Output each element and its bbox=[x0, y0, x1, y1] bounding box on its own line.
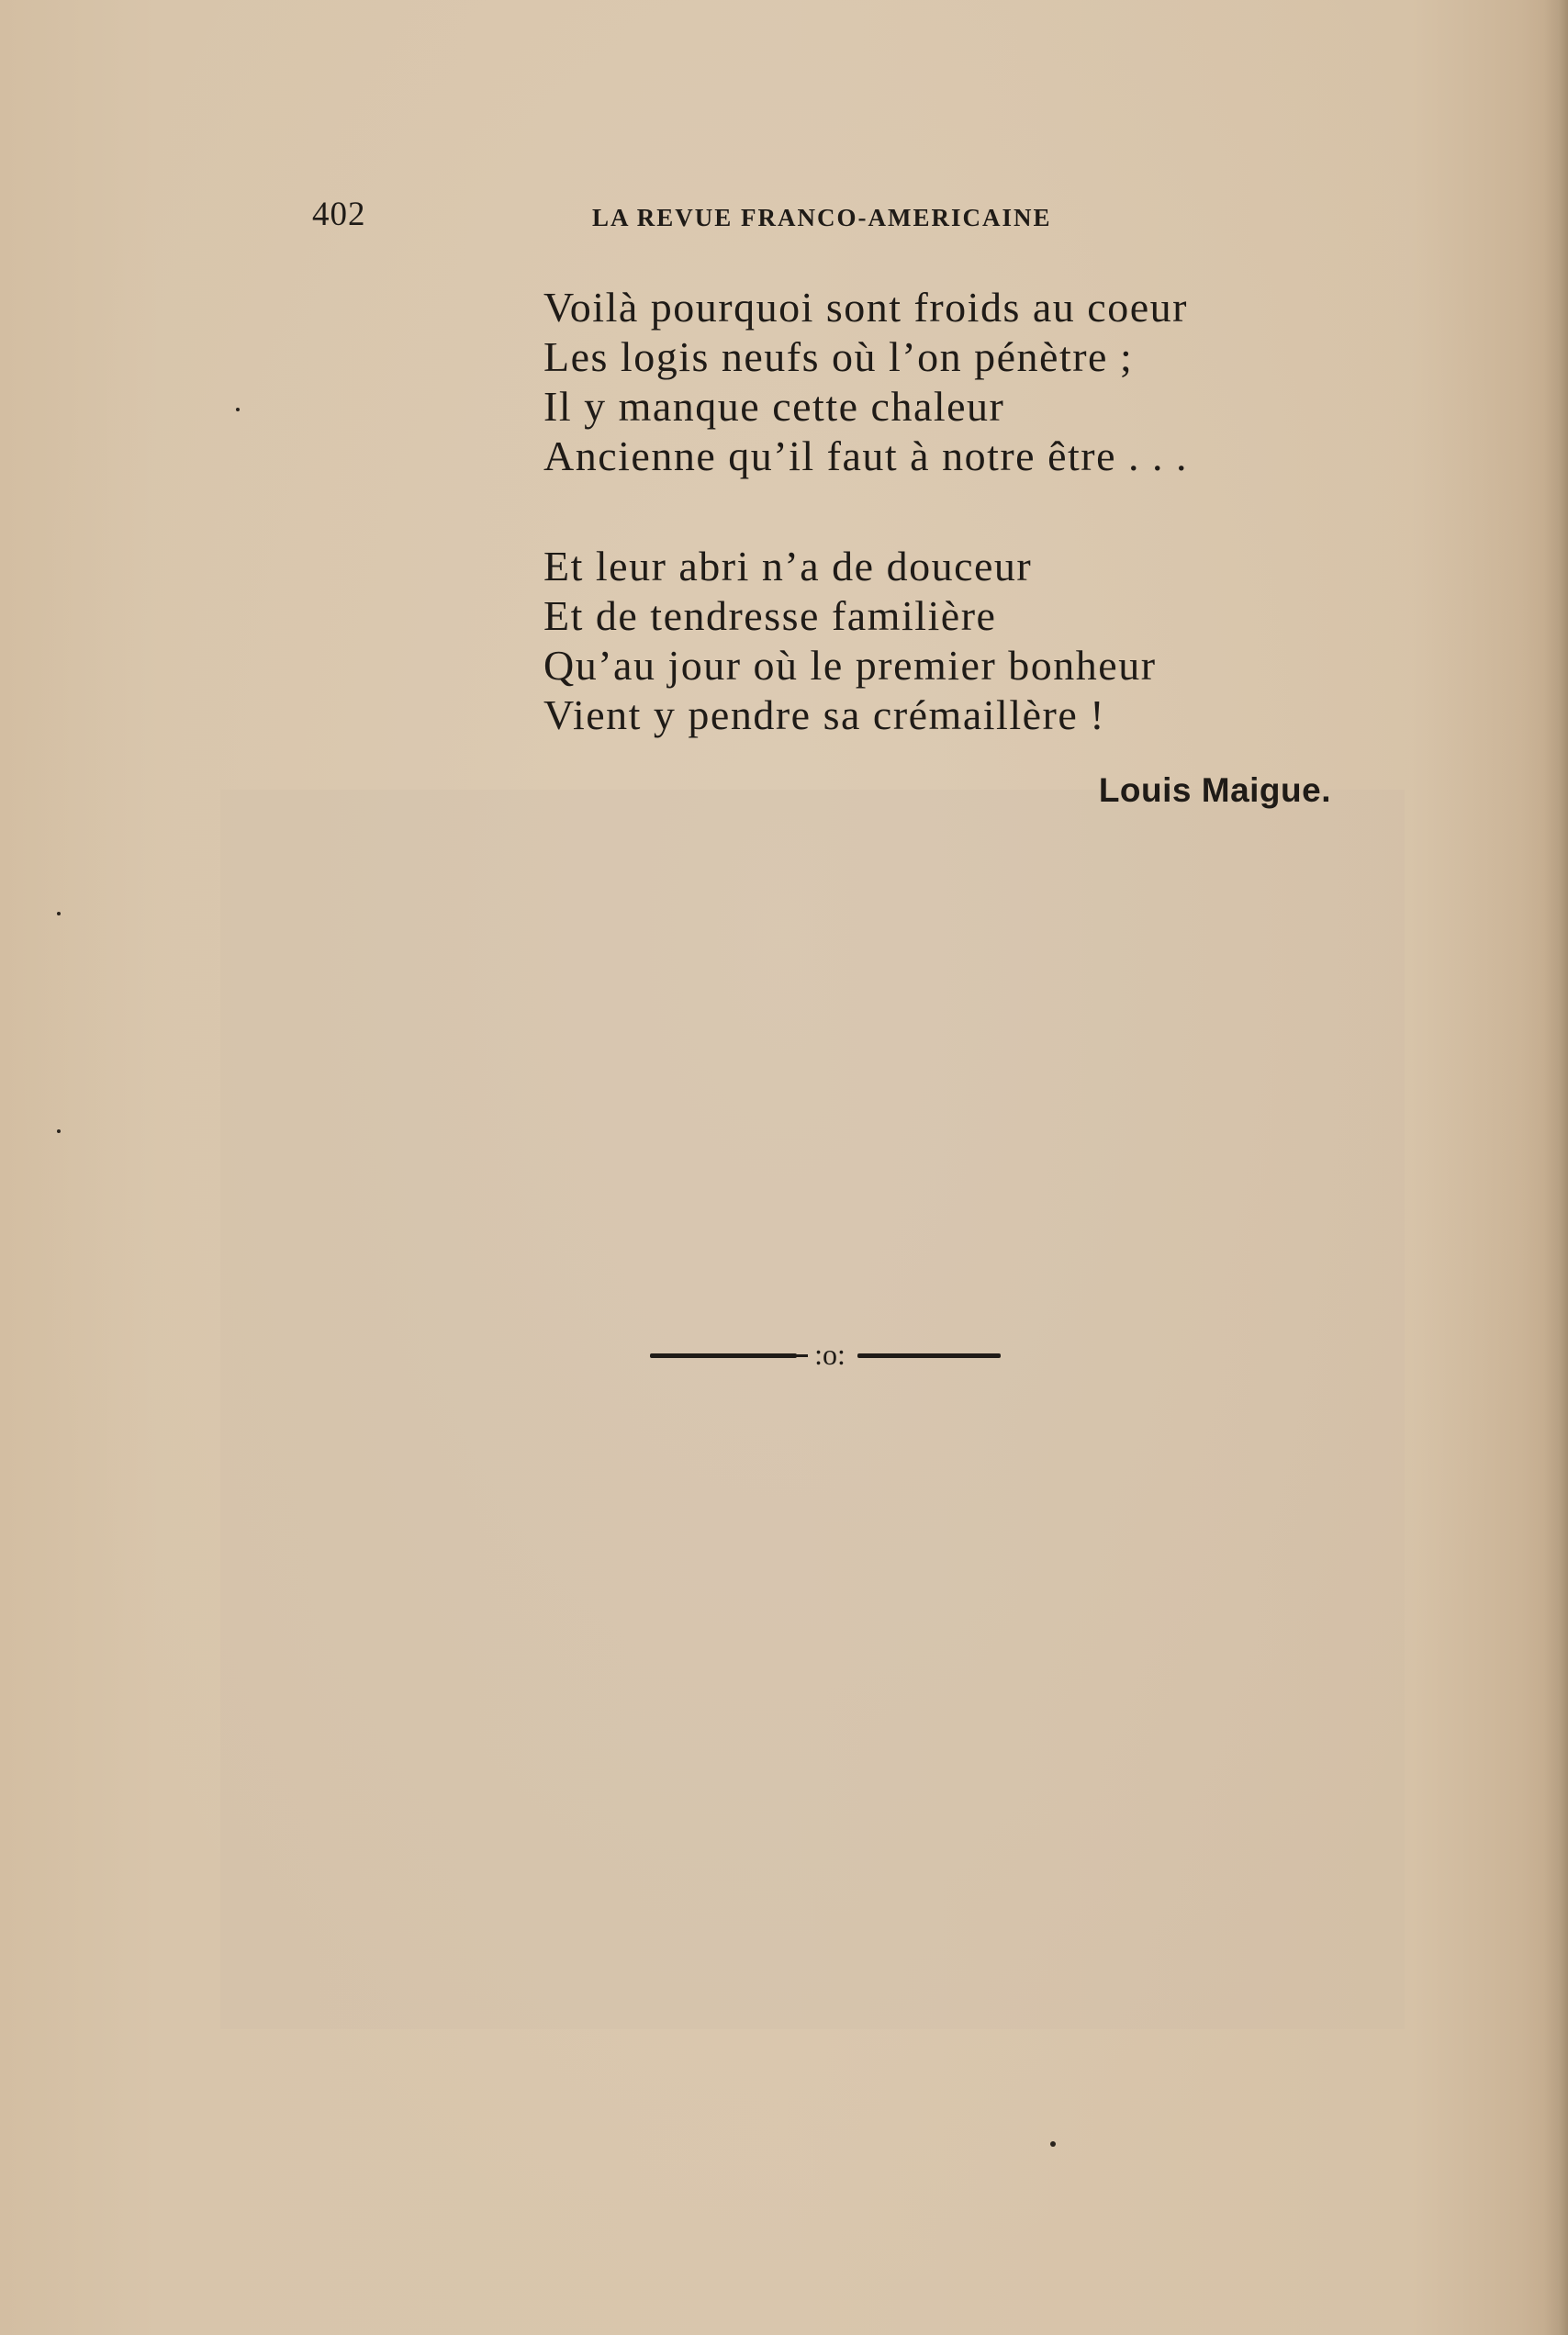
poem-stanza-2 bbox=[543, 542, 1157, 740]
verse-line: Et de tendresse familière bbox=[543, 592, 997, 639]
verse-line: Qu’au jour où le premier bonheur bbox=[543, 642, 1157, 689]
page-edge-shadow bbox=[1544, 0, 1568, 2335]
author-signature: Louis Maigue. bbox=[1098, 771, 1331, 809]
verse-line: Voilà pourquoi sont froids au coeur bbox=[543, 284, 1188, 331]
page-number: 402 bbox=[312, 196, 366, 233]
divider-rule-left bbox=[650, 1353, 797, 1358]
verse-line: Ancienne qu’il faut à notre être . . . bbox=[543, 432, 1189, 479]
running-title: LA REVUE FRANCO-AMERICAINE bbox=[592, 204, 1052, 231]
ink-speck bbox=[57, 1129, 61, 1133]
divider-rule-right bbox=[857, 1353, 1001, 1358]
ink-speck bbox=[1050, 2141, 1056, 2147]
verse-line: Et leur abri n’a de douceur bbox=[543, 543, 1033, 589]
section-divider-ornament bbox=[650, 1336, 1001, 1373]
verse-line: Il y manque cette chaleur bbox=[543, 383, 1005, 430]
verse-line: Vient y pendre sa crémaillère ! bbox=[543, 691, 1106, 738]
poem-stanza-1 bbox=[543, 283, 1188, 481]
ink-speck bbox=[236, 408, 240, 411]
ink-speck bbox=[57, 912, 61, 915]
verse-line: Les logis neufs où l’on pénètre ; bbox=[543, 333, 1134, 380]
divider-center-glyph: :o: bbox=[814, 1338, 846, 1371]
show-through-area bbox=[220, 790, 1405, 2029]
